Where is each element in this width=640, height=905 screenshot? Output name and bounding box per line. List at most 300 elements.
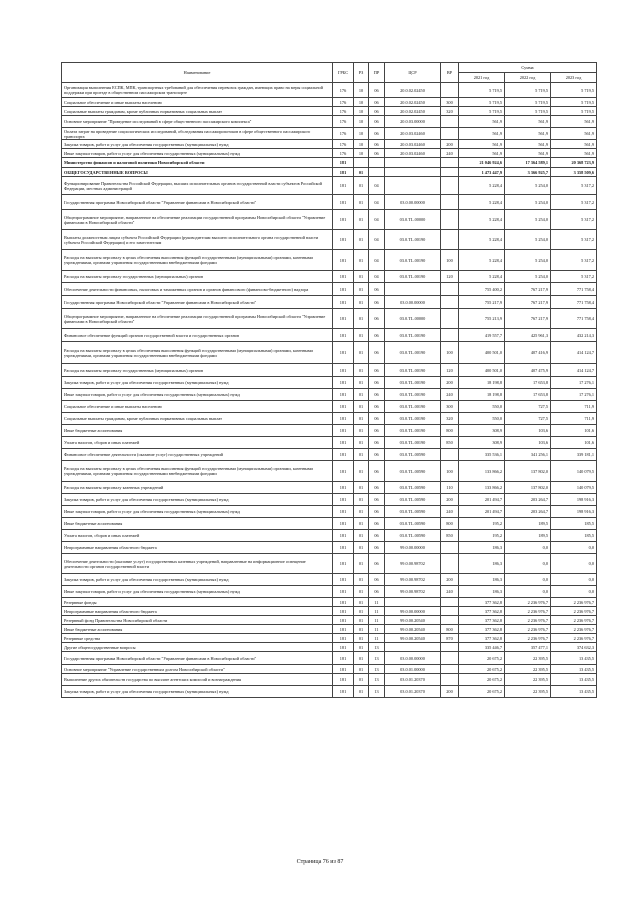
row-value-2021: 186,3 <box>459 542 505 554</box>
row-pr: 06 <box>369 401 385 413</box>
row-value-2021: 201 494,7 <box>459 506 505 518</box>
row-value-2023: 5 317,2 <box>551 177 597 195</box>
row-rz: 01 <box>354 437 369 449</box>
row-name: Расходы на выплаты персоналу в целях обеспечения выполнения функций государственными (муниципальными) органами, казенными учреждениями, органами управления государственными внебюджетными фондами <box>62 342 333 364</box>
row-name: Финансовое обеспечение функций органов государственной власти и государственных органов <box>62 329 333 342</box>
row-name: Основное мероприятие "Проведение исследований в сфере общественного пассажирского комплекса" <box>62 116 333 128</box>
row-pr: 06 <box>369 506 385 518</box>
row-pr: 13 <box>369 674 385 686</box>
row-rz: 01 <box>354 195 369 210</box>
row-vr <box>441 296 459 309</box>
row-name: Общепрограммное мероприятие, направленное на обеспечение реализации государственной программы Новосибирской области "Управление финансами в Новосибирской области" <box>62 309 333 329</box>
row-grbs: 176 <box>333 116 354 128</box>
row-csr: 03.0.TL.00190 <box>385 413 441 425</box>
row-grbs: 181 <box>333 461 354 482</box>
row-vr <box>441 674 459 686</box>
row-rz: 01 <box>354 364 369 377</box>
table-row <box>62 506 597 518</box>
row-value-2023: 198 916,3 <box>551 506 597 518</box>
row-value-2023: 5 719,5 <box>551 83 597 98</box>
row-name: Оплата затрат на проведение социологических исследований, обследования пассажиропотоков в сфере общественного пассажирского транспорта <box>62 128 333 140</box>
row-value-2023: 140 079,5 <box>551 482 597 494</box>
row-rz: 10 <box>354 128 369 140</box>
row-value-2021: 561,9 <box>459 140 505 149</box>
row-value-2022: 2 236 976,7 <box>505 625 551 634</box>
table-row <box>62 364 597 377</box>
row-rz: 01 <box>354 329 369 342</box>
row-pr: 06 <box>369 83 385 98</box>
row-rz: 01 <box>354 309 369 329</box>
row-vr: 800 <box>441 425 459 437</box>
row-value-2023: 374 632,3 <box>551 643 597 652</box>
row-value-2023: 771 758,4 <box>551 283 597 296</box>
row-value-2022: 22 395,5 <box>505 674 551 686</box>
table-row <box>62 586 597 598</box>
row-grbs: 181 <box>333 665 354 674</box>
row-vr: 200 <box>441 140 459 149</box>
header-year-2023: 2023 год <box>551 73 597 83</box>
row-vr <box>441 177 459 195</box>
row-value-2023: 198 916,3 <box>551 494 597 506</box>
table-row <box>62 389 597 401</box>
row-value-2021: 20 675,2 <box>459 674 505 686</box>
row-vr: 850 <box>441 530 459 542</box>
row-name: Иные закупки товаров, работ и услуг для обеспечения государственных (муниципальных) нужд <box>62 149 333 158</box>
row-name: Общепрограммное мероприятие, направленное на обеспечение реализации государственной программы Новосибирской области "Управление финансами в Новосибирской области" <box>62 210 333 230</box>
header-rz: РЗ <box>354 63 369 83</box>
row-value-2023: 2 236 976,7 <box>551 598 597 607</box>
row-name: Иные закупки товаров, работ и услуг для обеспечения государственных (муниципальных) нужд <box>62 389 333 401</box>
row-name: Другие общегосударственные вопросы <box>62 643 333 652</box>
row-vr: 200 <box>441 574 459 586</box>
row-pr: 06 <box>369 107 385 116</box>
row-value-2022: 3 366 925,7 <box>505 168 551 177</box>
table-row <box>62 168 597 177</box>
row-vr <box>441 128 459 140</box>
row-name: Государственная программа Новосибирской области "Управление финансами в Новосибирской области" <box>62 296 333 309</box>
row-value-2021: 377 362,8 <box>459 607 505 616</box>
row-grbs: 181 <box>333 230 354 250</box>
table-row <box>62 83 597 98</box>
row-value-2022: 425 961,3 <box>505 329 551 342</box>
row-pr: 04 <box>369 271 385 283</box>
row-value-2021: 335 446,7 <box>459 643 505 652</box>
header-pr: ПР <box>369 63 385 83</box>
table-row <box>62 98 597 107</box>
row-rz: 01 <box>354 342 369 364</box>
row-value-2021: 5 228,4 <box>459 195 505 210</box>
row-grbs: 176 <box>333 107 354 116</box>
row-vr <box>441 195 459 210</box>
row-value-2023: 140 079,5 <box>551 461 597 482</box>
row-value-2022: 5 254,0 <box>505 230 551 250</box>
row-name: Государственная программа Новосибирской области "Управление финансами в Новосибирской области" <box>62 195 333 210</box>
row-vr <box>441 329 459 342</box>
row-rz: 01 <box>354 665 369 674</box>
row-csr: 20.0.02.02450 <box>385 98 441 107</box>
row-csr: 03.0.TL.00590 <box>385 461 441 482</box>
table-row <box>62 482 597 494</box>
table-row <box>62 518 597 530</box>
row-value-2023: 185,5 <box>551 530 597 542</box>
row-name: Выполнение других обязательств государства по выплате агентских комиссий и вознаграждения <box>62 674 333 686</box>
row-value-2021: 755 217,9 <box>459 296 505 309</box>
row-csr: 03.0.TL.00190 <box>385 230 441 250</box>
row-grbs: 181 <box>333 271 354 283</box>
row-value-2023: 17 276,1 <box>551 377 597 389</box>
row-grbs: 176 <box>333 98 354 107</box>
table-row <box>62 437 597 449</box>
row-value-2021: 308,9 <box>459 437 505 449</box>
row-grbs: 181 <box>333 329 354 342</box>
row-value-2022: 0,0 <box>505 574 551 586</box>
row-pr: 06 <box>369 437 385 449</box>
row-pr: 13 <box>369 665 385 674</box>
row-csr: 99.0.00.00000 <box>385 542 441 554</box>
row-csr: 03.0.TL.00590 <box>385 482 441 494</box>
row-pr: 06 <box>369 116 385 128</box>
row-csr: 03.0.01.20370 <box>385 686 441 698</box>
row-value-2022: 767 217,9 <box>505 309 551 329</box>
row-grbs: 181 <box>333 389 354 401</box>
row-pr: 11 <box>369 616 385 625</box>
row-name: Государственная программа Новосибирской области "Управление финансами в Новосибирской области" <box>62 652 333 665</box>
row-vr <box>441 116 459 128</box>
row-vr <box>441 607 459 616</box>
row-csr: 99.0.00.20540 <box>385 634 441 643</box>
row-vr: 200 <box>441 377 459 389</box>
row-value-2021: 5 228,4 <box>459 271 505 283</box>
row-csr: 20.0.02.02450 <box>385 83 441 98</box>
row-value-2022: 0,0 <box>505 586 551 598</box>
row-value-2023: 5 719,5 <box>551 107 597 116</box>
row-value-2023: 5 317,2 <box>551 210 597 230</box>
row-grbs: 181 <box>333 494 354 506</box>
row-rz: 01 <box>354 574 369 586</box>
row-rz: 01 <box>354 230 369 250</box>
row-grbs: 181 <box>333 554 354 574</box>
row-name: Расходы на выплаты персоналу в целях обеспечения выполнения функций государственными (муниципальными) органами, казенными учреждениями, органами управления государственными внебюджетными фондами <box>62 250 333 271</box>
row-pr <box>369 168 385 177</box>
row-value-2021: 195,2 <box>459 518 505 530</box>
row-pr: 06 <box>369 586 385 598</box>
row-grbs: 176 <box>333 140 354 149</box>
row-value-2021: 186,3 <box>459 554 505 574</box>
row-value-2022: 17 653,8 <box>505 377 551 389</box>
row-value-2021: 20 675,2 <box>459 652 505 665</box>
row-pr: 06 <box>369 128 385 140</box>
row-vr: 850 <box>441 437 459 449</box>
row-rz: 01 <box>354 674 369 686</box>
row-rz: 01 <box>354 461 369 482</box>
row-pr: 04 <box>369 210 385 230</box>
row-vr: 300 <box>441 401 459 413</box>
row-value-2021: 5 228,4 <box>459 250 505 271</box>
row-value-2023: 2 236 976,7 <box>551 607 597 616</box>
row-grbs: 181 <box>333 542 354 554</box>
row-csr <box>385 643 441 652</box>
row-grbs: 181 <box>333 643 354 652</box>
row-pr: 06 <box>369 140 385 149</box>
row-value-2021: 186,3 <box>459 574 505 586</box>
row-value-2022: 103,6 <box>505 425 551 437</box>
row-pr: 06 <box>369 574 385 586</box>
row-value-2023: 13 435,5 <box>551 674 597 686</box>
row-csr <box>385 177 441 195</box>
row-rz: 01 <box>354 554 369 574</box>
row-rz: 01 <box>354 401 369 413</box>
row-value-2021: 308,9 <box>459 425 505 437</box>
row-pr: 06 <box>369 296 385 309</box>
row-pr: 11 <box>369 625 385 634</box>
row-vr: 200 <box>441 494 459 506</box>
row-csr: 03.0.TL.00190 <box>385 342 441 364</box>
table-row <box>62 149 597 158</box>
row-value-2021: 561,9 <box>459 149 505 158</box>
table-row <box>62 607 597 616</box>
row-grbs: 181 <box>333 574 354 586</box>
row-csr: 99.0.00.98702 <box>385 554 441 574</box>
row-name: Иные бюджетные ассигнования <box>62 518 333 530</box>
row-rz: 01 <box>354 389 369 401</box>
row-name: Расходы на выплаты персоналу в целях обеспечения выполнения функций государственными (муниципальными) органами, казенными учреждениями, органами управления государственными внебюджетными фондами <box>62 461 333 482</box>
row-rz: 01 <box>354 518 369 530</box>
row-name: ОБЩЕГОСУДАРСТВЕННЫЕ ВОПРОСЫ <box>62 168 333 177</box>
row-csr: 03.0.TL.00590 <box>385 530 441 542</box>
row-value-2023: 561,9 <box>551 116 597 128</box>
row-value-2023: 13 435,5 <box>551 652 597 665</box>
row-value-2022: 0,0 <box>505 554 551 574</box>
row-csr: 03.0.TL.00190 <box>385 364 441 377</box>
row-name: Иные закупки товаров, работ и услуг для обеспечения государственных (муниципальных) нужд <box>62 506 333 518</box>
row-name: Резервные фонды <box>62 598 333 607</box>
row-vr <box>441 542 459 554</box>
table-row <box>62 329 597 342</box>
row-grbs: 181 <box>333 586 354 598</box>
row-vr <box>441 158 459 168</box>
row-value-2021: 20 675,2 <box>459 686 505 698</box>
table-row <box>62 210 597 230</box>
row-grbs: 176 <box>333 128 354 140</box>
row-pr: 11 <box>369 607 385 616</box>
row-value-2021: 377 362,8 <box>459 616 505 625</box>
row-rz: 10 <box>354 98 369 107</box>
header-csr: ЦСР <box>385 63 441 83</box>
row-value-2022: 22 395,5 <box>505 686 551 698</box>
row-pr: 06 <box>369 530 385 542</box>
row-vr: 100 <box>441 461 459 482</box>
row-grbs: 181 <box>333 607 354 616</box>
row-csr: 03.0.01.00000 <box>385 665 441 674</box>
row-value-2023: 711,9 <box>551 413 597 425</box>
row-name: Непрограммные направления областного бюджета <box>62 542 333 554</box>
row-rz: 10 <box>354 83 369 98</box>
row-value-2023: 101,6 <box>551 437 597 449</box>
table-row <box>62 643 597 652</box>
table-row <box>62 425 597 437</box>
table-row <box>62 554 597 574</box>
budget-table-body <box>62 83 597 698</box>
row-value-2023: 13 435,5 <box>551 665 597 674</box>
row-csr: 20.0.03.02460 <box>385 140 441 149</box>
row-name: Организация выполнения ЕСПК, МПК, транспортных требований для обеспечения перевозок граждан, имеющих право на меры социальной поддержки при проезде в общественном пассажирском транспорте <box>62 83 333 98</box>
row-value-2021: 550,0 <box>459 413 505 425</box>
row-value-2023: 771 758,4 <box>551 296 597 309</box>
budget-table <box>61 62 597 698</box>
row-value-2021: 377 362,8 <box>459 598 505 607</box>
row-grbs: 181 <box>333 437 354 449</box>
row-grbs: 181 <box>333 674 354 686</box>
table-row <box>62 494 597 506</box>
row-value-2023: 5 317,2 <box>551 195 597 210</box>
row-csr: 03.0.00.00000 <box>385 296 441 309</box>
row-rz: 01 <box>354 586 369 598</box>
row-rz: 10 <box>354 116 369 128</box>
row-rz: 01 <box>354 542 369 554</box>
row-vr: 100 <box>441 250 459 271</box>
row-rz: 10 <box>354 140 369 149</box>
row-rz: 01 <box>354 296 369 309</box>
table-row <box>62 250 597 271</box>
row-pr: 06 <box>369 413 385 425</box>
row-value-2023: 0,0 <box>551 554 597 574</box>
row-rz: 01 <box>354 482 369 494</box>
row-rz: 01 <box>354 283 369 296</box>
row-vr: 100 <box>441 342 459 364</box>
row-value-2022: 5 254,0 <box>505 271 551 283</box>
row-rz: 10 <box>354 107 369 116</box>
row-name: Социальные выплаты гражданам, кроме публичных нормативных социальных выплат <box>62 107 333 116</box>
row-rz: 01 <box>354 506 369 518</box>
row-csr: 03.0.TL.00190 <box>385 401 441 413</box>
row-rz: 10 <box>354 149 369 158</box>
row-vr <box>441 309 459 329</box>
row-value-2021: 335 536,1 <box>459 449 505 461</box>
row-rz: 01 <box>354 413 369 425</box>
row-name: Иные бюджетные ассигнования <box>62 425 333 437</box>
row-value-2021: 5 228,4 <box>459 177 505 195</box>
row-value-2023: 185,5 <box>551 518 597 530</box>
row-vr: 320 <box>441 413 459 425</box>
table-row <box>62 342 597 364</box>
row-value-2021: 201 494,7 <box>459 494 505 506</box>
row-vr <box>441 652 459 665</box>
row-rz: 01 <box>354 168 369 177</box>
row-name: Закупка товаров, работ и услуг для обеспечения государственных (муниципальных) нужд <box>62 377 333 389</box>
row-value-2023: 5 317,2 <box>551 271 597 283</box>
row-grbs: 181 <box>333 449 354 461</box>
row-grbs: 181 <box>333 168 354 177</box>
row-rz: 01 <box>354 598 369 607</box>
row-value-2021: 133 866,2 <box>459 461 505 482</box>
row-pr: 13 <box>369 643 385 652</box>
row-vr: 240 <box>441 389 459 401</box>
row-vr: 120 <box>441 271 459 283</box>
row-rz: 01 <box>354 494 369 506</box>
row-value-2023: 2 236 976,7 <box>551 625 597 634</box>
row-rz <box>354 158 369 168</box>
row-rz: 01 <box>354 634 369 643</box>
table-row <box>62 283 597 296</box>
row-pr: 04 <box>369 230 385 250</box>
row-value-2022: 561,9 <box>505 116 551 128</box>
row-value-2022: 2 236 976,7 <box>505 598 551 607</box>
row-value-2022: 203 264,7 <box>505 506 551 518</box>
row-vr <box>441 449 459 461</box>
row-csr: 99.0.00.20540 <box>385 625 441 634</box>
row-value-2023: 432 214,3 <box>551 329 597 342</box>
row-pr: 06 <box>369 283 385 296</box>
row-pr <box>369 158 385 168</box>
row-pr: 06 <box>369 461 385 482</box>
row-name: Министерство финансов и налоговой политики Новосибирской области <box>62 158 333 168</box>
row-name: Расходы на выплаты персоналу государственных (муниципальных) органов <box>62 271 333 283</box>
row-value-2021: 755 213,9 <box>459 309 505 329</box>
row-csr: 03.0.TL.00000 <box>385 309 441 329</box>
row-value-2022: 407 416,9 <box>505 342 551 364</box>
row-value-2022: 103,6 <box>505 437 551 449</box>
row-name: Закупка товаров, работ и услуг для обеспечения государственных (муниципальных) нужд <box>62 686 333 698</box>
row-pr: 06 <box>369 449 385 461</box>
row-csr: 99.0.00.98702 <box>385 574 441 586</box>
row-value-2021: 377 362,8 <box>459 625 505 634</box>
row-pr: 04 <box>369 195 385 210</box>
row-value-2022: 5 254,0 <box>505 195 551 210</box>
table-row <box>62 665 597 674</box>
row-grbs: 181 <box>333 518 354 530</box>
row-name: Иные закупки товаров, работ и услуг для обеспечения государственных (муниципальных) нужд <box>62 586 333 598</box>
row-rz: 01 <box>354 616 369 625</box>
row-grbs: 181 <box>333 686 354 698</box>
row-value-2023: 711,9 <box>551 401 597 413</box>
row-rz: 01 <box>354 377 369 389</box>
row-pr: 06 <box>369 494 385 506</box>
row-value-2022: 767 217,9 <box>505 283 551 296</box>
row-value-2022: 22 395,5 <box>505 665 551 674</box>
row-csr: 99.0.00.00000 <box>385 607 441 616</box>
row-value-2023: 771 758,4 <box>551 309 597 329</box>
row-vr: 120 <box>441 364 459 377</box>
row-rz: 01 <box>354 530 369 542</box>
table-row <box>62 177 597 195</box>
row-rz: 01 <box>354 449 369 461</box>
row-value-2021: 20 675,2 <box>459 665 505 674</box>
row-pr: 13 <box>369 686 385 698</box>
row-csr: 03.0.TL.00190 <box>385 389 441 401</box>
row-pr: 06 <box>369 309 385 329</box>
row-value-2022: 2 236 976,7 <box>505 616 551 625</box>
row-value-2021: 419 557,7 <box>459 329 505 342</box>
row-value-2021: 21 046 924,6 <box>459 158 505 168</box>
row-name: Социальное обеспечение и иные выплаты населению <box>62 98 333 107</box>
row-value-2023: 2 236 976,7 <box>551 616 597 625</box>
table-row <box>62 309 597 329</box>
row-pr: 06 <box>369 329 385 342</box>
row-grbs: 181 <box>333 482 354 494</box>
row-rz: 01 <box>354 625 369 634</box>
table-row <box>62 634 597 643</box>
row-name: Резервный фонд Правительства Новосибирской области <box>62 616 333 625</box>
row-value-2023: 561,9 <box>551 149 597 158</box>
row-vr <box>441 554 459 574</box>
table-row <box>62 296 597 309</box>
row-grbs: 181 <box>333 425 354 437</box>
row-grbs: 181 <box>333 195 354 210</box>
row-vr: 240 <box>441 506 459 518</box>
row-pr: 11 <box>369 598 385 607</box>
row-csr: 03.0.TL.00000 <box>385 210 441 230</box>
row-value-2022: 727,5 <box>505 401 551 413</box>
